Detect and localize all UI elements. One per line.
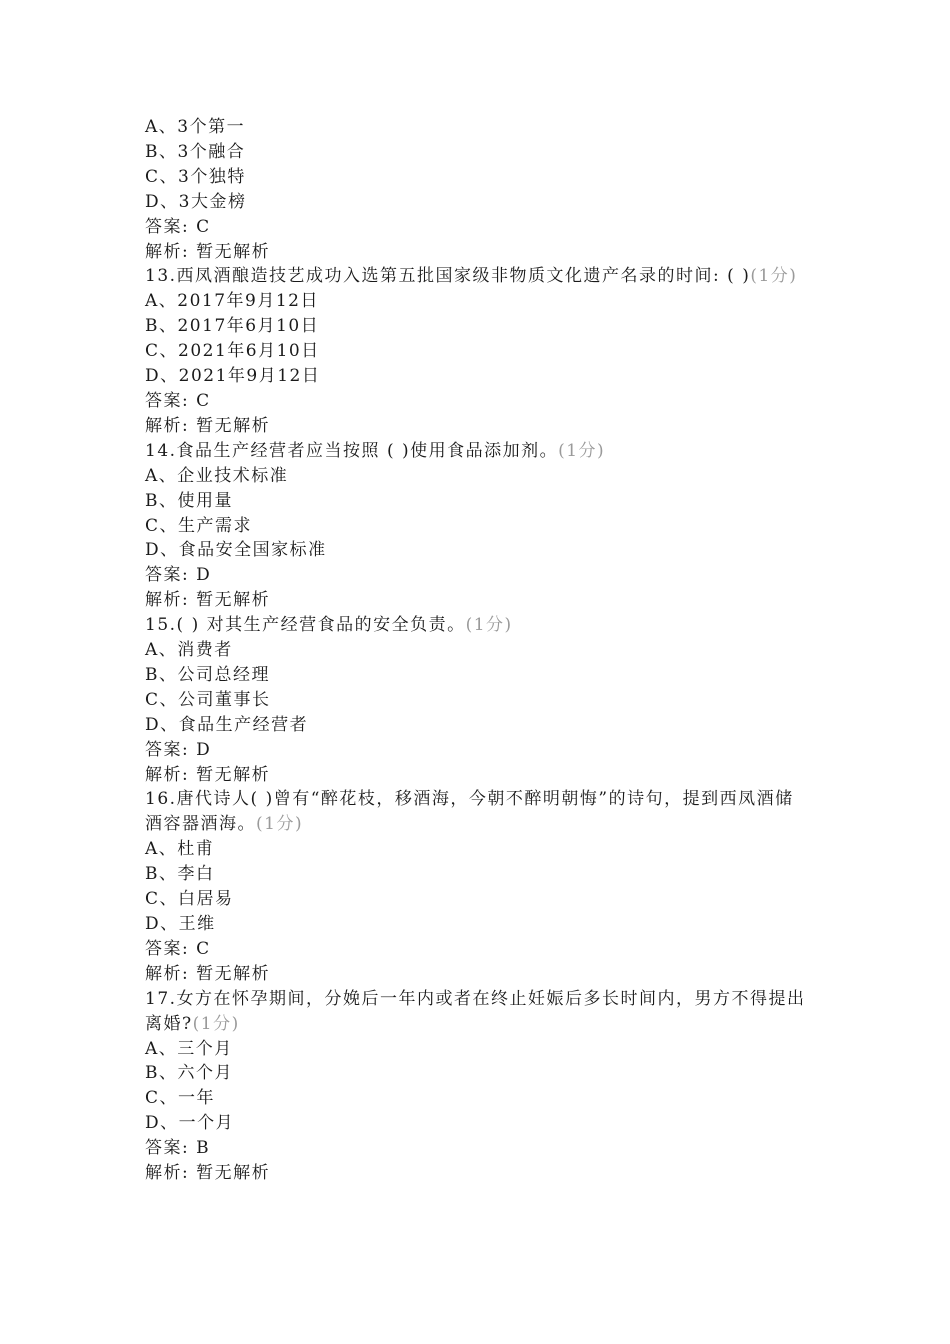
answer: 答案: B: [145, 1138, 211, 1159]
analysis: 解析: 暂无解析: [145, 590, 271, 611]
question-text: [145, 787, 810, 837]
option-a: A、2017年9月12日: [145, 291, 319, 312]
option-c: C、公司董事长: [145, 689, 271, 710]
option-b: B、李白: [145, 864, 215, 885]
answer: 答案: D: [145, 739, 212, 760]
score-label: (1分): [192, 1013, 240, 1034]
question-stem: 15.( ) 对其生产经营食品的安全负责。: [145, 615, 466, 636]
question-block-12-tail: [145, 115, 810, 264]
option-a: A、消费者: [145, 640, 233, 661]
score-label: (1分): [465, 615, 513, 636]
option-d: D、2021年9月12日: [145, 366, 321, 387]
option-c: C、3个独特: [145, 166, 246, 187]
answer: 答案: C: [145, 390, 211, 411]
analysis: 解析: 暂无解析: [145, 764, 271, 785]
option-c: C、生产需求: [145, 515, 253, 536]
question-text: [145, 987, 810, 1037]
answer: 答案: C: [145, 938, 211, 959]
question-list: [145, 115, 810, 1186]
answer: 答案: D: [145, 565, 212, 586]
option-b: B、2017年6月10日: [145, 316, 320, 337]
question-block-16: [145, 787, 810, 986]
question-text: [145, 613, 810, 638]
option-a: A、杜甫: [145, 839, 215, 860]
analysis: 解析: 暂无解析: [145, 963, 271, 984]
option-a: A、三个月: [145, 1038, 233, 1059]
option-c: C、白居易: [145, 889, 234, 910]
option-d: D、一个月: [145, 1113, 235, 1134]
question-stem: 14.食品生产经营者应当按照 ( )使用食品添加剂。: [145, 440, 559, 461]
option-d: D、食品安全国家标准: [145, 540, 327, 561]
option-d: D、食品生产经营者: [145, 714, 309, 735]
option-b: B、公司总经理: [145, 664, 270, 685]
analysis: 解析: 暂无解析: [145, 415, 271, 436]
option-b: B、使用量: [145, 490, 233, 511]
question-block-17: [145, 987, 810, 1186]
question-stem: 13.西凤酒酿造技艺成功入选第五批国家级非物质文化遗产名录的时间: ( ): [145, 266, 751, 287]
question-text: [145, 264, 810, 289]
option-c: C、2021年6月10日: [145, 341, 320, 362]
score-label: (1分): [750, 266, 798, 287]
question-stem: 17.女方在怀孕期间，分娩后一年内或者在终止妊娠后多长时间内，男方不得提出离婚?: [145, 988, 806, 1034]
option-d: D、3大金榜: [145, 191, 247, 212]
option-b: B、3个融合: [145, 141, 246, 162]
question-stem: 16.唐代诗人( )曾有“醉花枝，移酒海，今朝不醉明朝悔”的诗句，提到西凤酒储酒容器酒海。: [145, 789, 794, 835]
answer: 答案: C: [145, 216, 211, 237]
question-block-15: [145, 613, 810, 787]
option-d: D、王维: [145, 914, 216, 934]
score-label: (1分): [256, 814, 304, 835]
score-label: (1分): [558, 440, 606, 461]
analysis: 解析: 暂无解析: [145, 241, 271, 262]
option-a: A、企业技术标准: [145, 465, 289, 486]
option-c: C、一年: [145, 1088, 216, 1109]
option-b: B、六个月: [145, 1063, 233, 1084]
question-block-13: [145, 264, 810, 438]
analysis: 解析: 暂无解析: [145, 1163, 271, 1184]
question-text: [145, 439, 810, 464]
question-block-14: [145, 439, 810, 613]
option-a: A、3个第一: [145, 117, 246, 137]
